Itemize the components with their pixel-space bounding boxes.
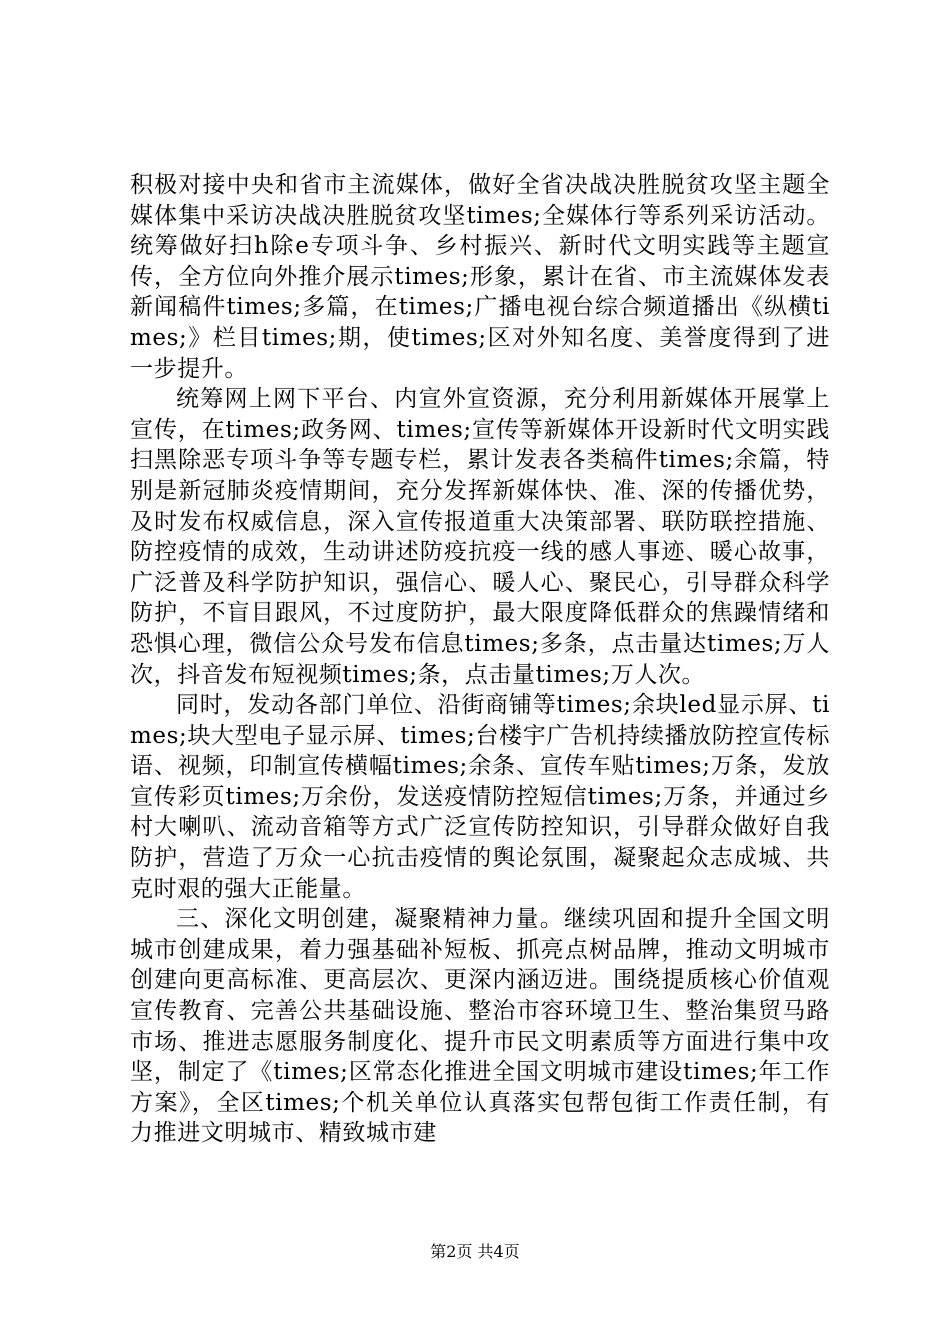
paragraph-1: 积极对接中央和省市主流媒体，做好全省决战决胜脱贫攻坚主题全媒体集中采访决战决胜脱贫攻坚times;全媒体行等系列采访活动。统筹做好扫h除e专项斗争、乡村振兴、新时代文明实践等主题宣传，全方位向外推介展示times;形象，累计在省、市主流媒体发表新闻稿件times;多篇，在times;广播电视台综合频道播出《纵横times;》栏目times;期，使times;区对外知名度、美誉度得到了进一步提升。 [130,172,830,382]
paragraph-3: 同时，发动各部门单位、沿街商铺等times;余块led显示屏、times;块大型电子显示屏、times;台楼宇广告机持续播放防控宣传标语、视频，印制宣传横幅times;余条、宣传车贴times;万条，发放宣传彩页times;万余份，发送疫情防控短信times;万条，并通过乡村大喇叭、流动音箱等方式广泛宣传防控知识，引导群众做好自我防护，营造了万众一心抗击疫情的舆论氛围，凝聚起众志成城、共克时艰的强大正能量。 [130,692,830,902]
document-body [130,170,830,1149]
paragraph-2: 统筹网上网下平台、内宣外宣资源，充分利用新媒体开展掌上宣传，在times;政务网、times;宣传等新媒体开设新时代文明实践扫黑除恶专项斗争等专题专栏，累计发表各类稿件times;余篇，特别是新冠肺炎疫情期间，充分发挥新媒体快、准、深的传播优势，及时发布权威信息，深入宣传报道重大决策部署、联防联控措施、防控疫情的成效，生动讲述防疫抗疫一线的感人事迹、暖心故事，广泛普及科学防护知识，强信心、暖人心、聚民心，引导群众科学防护，不盲目跟风，不过度防护，最大限度降低群众的焦躁情绪和恐惧心理，微信公众号发布信息times;多条，点击量达times;万人次，抖音发布短视频times;条，点击量times;万人次。 [130,386,830,688]
page-number-footer: 第2页 共4页 [430,1242,520,1261]
paragraph-4: 三、深化文明创建，凝聚精神力量。继续巩固和提升全国文明城市创建成果，着力强基础补短板、抓亮点树品牌，推动文明城市创建向更高标准、更高层次、更深内涵迈进。围绕提质核心价值观宣传教育、完善公共基础设施、整治市容环境卫生、整治集贸马路市场、推进志愿服务制度化、提升市民文明素质等方面进行集中攻坚，制定了《times;区常态化推进全国文明城市建设times;年工作方案》，全区times;个机关单位认真落实包帮包街工作责任制，有力推进文明城市、精致城市建 [130,906,830,1147]
